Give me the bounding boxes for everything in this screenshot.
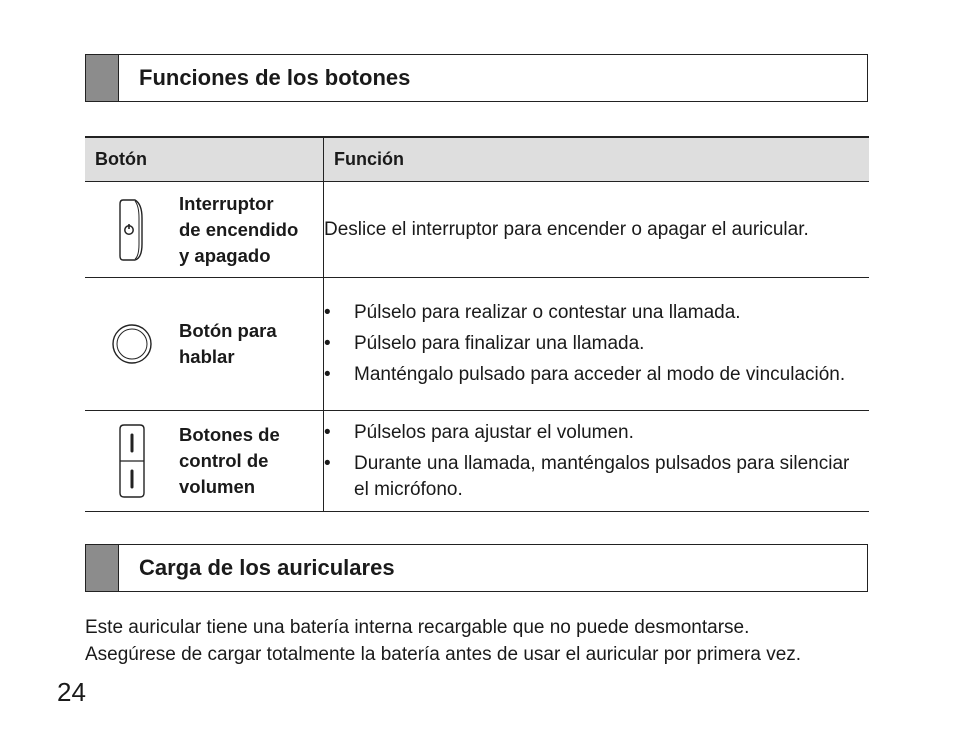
page-number: 24: [57, 677, 86, 707]
section-header-bar: [86, 545, 119, 591]
table-row: [85, 182, 869, 278]
list-item: • Manténgalo pulsado para acceder al modo de vinculación.: [324, 362, 869, 388]
button-functions-table: [85, 136, 869, 512]
talk-button-icon: [85, 323, 179, 365]
section-title: Funciones de los botones: [139, 65, 411, 90]
button-name: Interruptor de encendido y apagado: [179, 192, 299, 266]
table-row: [85, 278, 869, 411]
table-row: [85, 411, 869, 512]
section-header-charging: [85, 544, 868, 592]
list-item: • Púlselos para ajustar el volumen.: [324, 420, 869, 446]
charging-paragraph: Este auricular tiene una batería interna recargable que no puede desmontarse. Asegúrese de cargar totalmente la batería antes de usar el auricular por primera vez.: [85, 617, 802, 665]
function-cell: [324, 278, 870, 411]
button-cell: [85, 411, 324, 512]
volume-buttons-icon: [85, 423, 179, 499]
list-item: • Durante una llamada, manténgalos pulsados para silenciar el micrófono.: [324, 451, 869, 503]
button-name: Botón para hablar: [179, 320, 277, 367]
button-cell: [85, 278, 324, 411]
list-item: • Púlselo para finalizar una llamada.: [324, 331, 869, 357]
power-switch-icon: [85, 198, 179, 262]
list-item: • Púlselo para realizar o contestar una llamada.: [324, 300, 869, 326]
function-cell: Deslice el interruptor para encender o apagar el auricular.: [324, 182, 870, 278]
function-cell: [324, 411, 870, 512]
column-header-button: Botón: [85, 137, 324, 182]
table-header-row: [85, 137, 869, 182]
column-header-function: Función: [324, 137, 870, 182]
button-cell: [85, 182, 324, 278]
button-name: Botones de control de volumen: [179, 424, 280, 497]
section-header-button-functions: [85, 54, 868, 102]
section-title: Carga de los auriculares: [139, 555, 395, 580]
section-header-bar: [86, 55, 119, 101]
